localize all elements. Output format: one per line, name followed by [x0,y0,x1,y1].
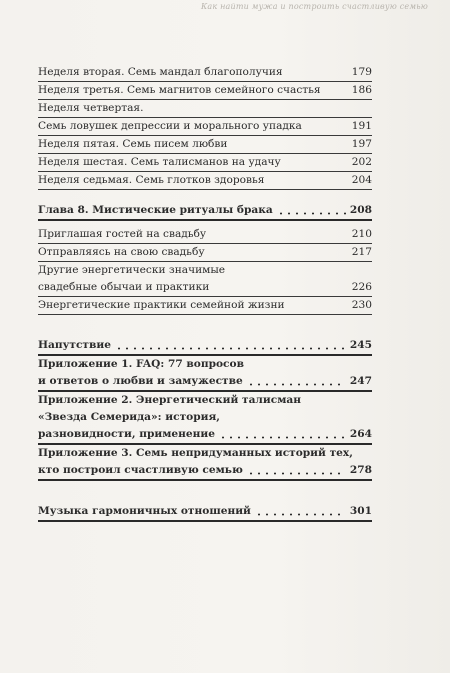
table-of-contents [38,64,372,522]
toc-chapter-entry [38,202,372,221]
toc-section-entry [38,337,372,356]
toc-section-page: 245 [349,339,372,351]
toc-entry [38,136,372,154]
toc-appendix-page: 264 [349,428,372,440]
leader-dots [219,436,346,439]
toc-entry [38,118,372,136]
toc-appendix-title-line2: и ответов о любви и замужестве [38,375,243,387]
toc-section-title: Напутствие [38,339,111,351]
toc-appendix-page: 247 [349,375,372,387]
toc-entry-title: Неделя вторая. Семь мандал благополучия [38,66,283,78]
toc-section-entry [38,503,372,522]
toc-entry-page: 191 [351,120,372,132]
toc-entry-page: 186 [351,84,372,96]
toc-entry [38,244,372,262]
toc-entry-title: Неделя пятая. Семь писем любви [38,138,228,150]
toc-appendix-title-line3: разновидности, применение [38,428,216,440]
toc-entry-title: Неделя шестая. Семь талисманов на удачу [38,156,281,168]
toc-entry-page: 197 [351,138,372,150]
toc-entry-title: Семь ловушек депрессии и морального упадка [38,120,302,132]
toc-entry [38,82,372,100]
toc-section-page: 301 [349,505,372,517]
toc-appendix-title-line2: «Звезда Семерида»: история, [38,411,220,423]
toc-appendix-title-line1: Приложение 3. Семь непридуманных историй тех, [38,447,353,459]
toc-entry [38,172,372,190]
leader-dots [247,383,346,386]
toc-appendix-title-line1: Приложение 1. FAQ: 77 вопросов [38,358,244,370]
toc-appendix-title-line1: Приложение 2. Энергетический талисман [38,394,302,406]
toc-entry-title: Неделя седьмая. Семь глотков здоровья [38,174,265,186]
leader-dots [277,212,346,215]
toc-appendix-entry [38,392,372,445]
toc-entry-title: Энергетические практики семейной жизни [38,299,285,311]
toc-entry-title-line2: свадебные обычаи и практики [38,281,210,293]
toc-entry-page: 210 [351,228,372,240]
toc-entry [38,226,372,244]
toc-entry-page: 230 [351,299,372,311]
toc-appendix-title-line2: кто построил счастливую семью [38,464,243,476]
toc-entry [38,154,372,172]
toc-entry-page: 217 [351,246,372,258]
toc-chapter-page: 208 [349,204,372,216]
toc-chapter-title: Глава 8. Мистические ритуалы брака [38,204,273,216]
toc-entry [38,100,372,118]
toc-entry-page: 226 [351,281,372,293]
toc-appendix-entry [38,356,372,392]
toc-section-title: Музыка гармоничных отношений [38,505,251,517]
toc-appendix-entry [38,445,372,481]
toc-appendix-page: 278 [349,464,372,476]
toc-entry-page: 204 [351,174,372,186]
leader-dots [115,347,346,350]
toc-entry-title-line1: Другие энергетически значимые [38,264,226,276]
toc-entry-page: 179 [351,66,372,78]
leader-dots [255,513,346,516]
toc-entry-title: Неделя четвертая. [38,102,144,114]
toc-entry [38,262,372,297]
toc-entry [38,297,372,315]
toc-entry [38,64,372,82]
running-head: Как найти мужа и построить счастливую семью [200,2,428,11]
toc-entry-title: Неделя третья. Семь магнитов семейного счастья [38,84,321,96]
toc-entry-title: Приглашая гостей на свадьбу [38,228,207,240]
leader-dots [247,472,346,475]
toc-entry-page: 202 [351,156,372,168]
toc-entry-title: Отправляясь на свою свадьбу [38,246,205,258]
